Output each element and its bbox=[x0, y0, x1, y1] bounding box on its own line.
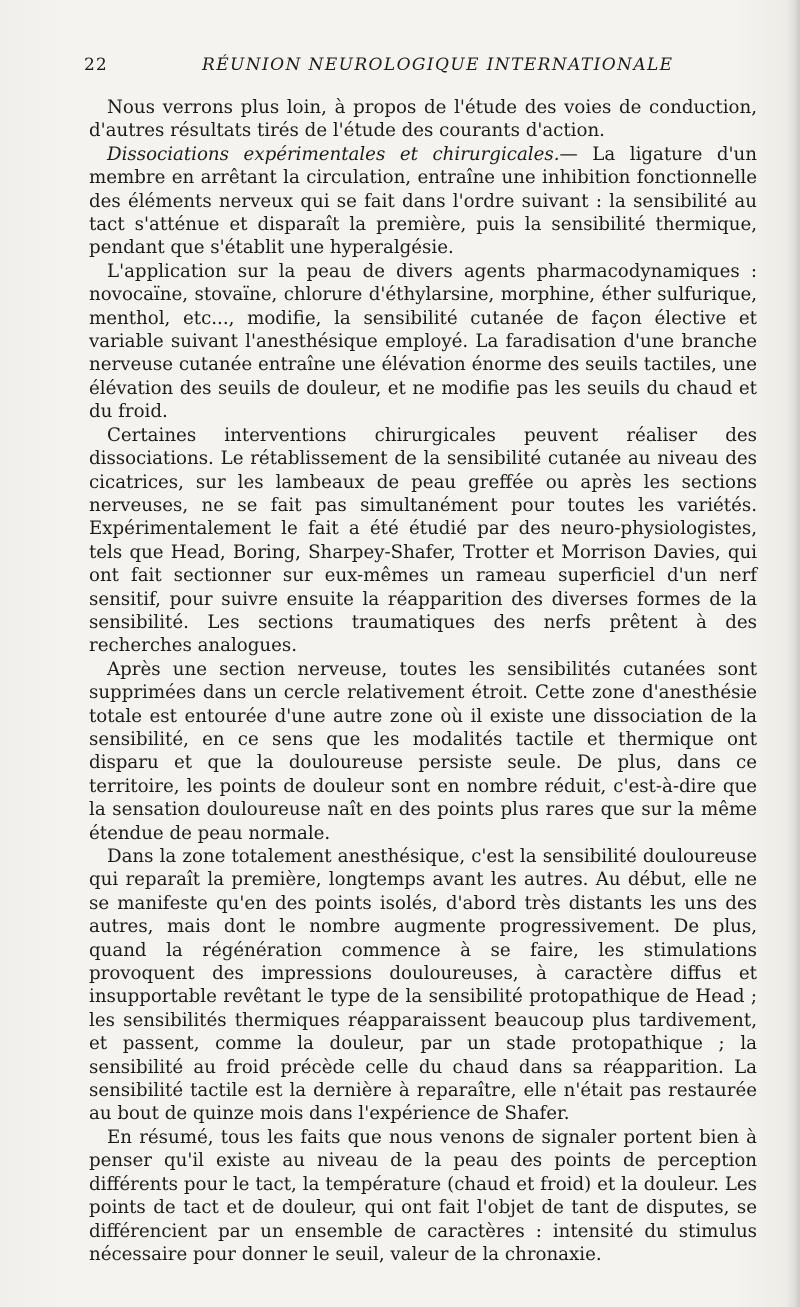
paragraph bbox=[89, 424, 757, 658]
paragraph-text: Dans la zone totalement anesthésique, c'est la sensibilité douloureuse qui reparaît la première, longtemps avant les autres. Au début, elle ne se manifeste qu'en des points isolés, d'abord très distants les uns des autres, mais dont le nombre augmente progressivement. De plus, quand la régénération commence à se faire, les stimulations provoquent des impressions douloureuses, à caractère diffus et insupportable revêtant le type de la sensibilité protopathique de Head ; les sensibilités thermiques réapparaissent beaucoup plus tardivement, et passent, comme la douleur, par un stade protopathique ; la sensibilité au froid précède celle du chaud dans sa réapparition. La sensibilité tactile est la dernière à reparaître, elle n'était pas restaurée au bout de quinze mois dans l'expérience de Shafer. bbox=[89, 846, 757, 1125]
paragraph bbox=[89, 658, 757, 845]
paragraph bbox=[89, 845, 757, 1126]
paragraph bbox=[89, 143, 757, 260]
paragraph-text: Nous verrons plus loin, à propos de l'étude des voies de conduction, d'autres résultats tirés de l'étude des courants d'action. bbox=[89, 97, 757, 142]
paragraph-text: — La ligature d'un membre en arrêtant la circulation, entraîne une inhibition fonctionnelle des éléments nerveux qui se fait dans l'ordre suivant : la sensibilité au tact s'atténue et disparaît la première, puis la sensibilité thermique, pendant que s'établit une hyperalgésie. bbox=[89, 143, 757, 259]
body-text bbox=[89, 96, 757, 1266]
paragraph bbox=[89, 260, 757, 424]
paragraph-text: En résumé, tous les faits que nous venons de signaler portent bien à penser qu'il existe au niveau de la peau des points de perception différents pour le tact, la température (chaud et froid) et la douleur. Les points de tact et de douleur, qui ont fait l'objet de tant de disputes, se différencient par un ensemble de caractères : intensité du stimulus nécessaire pour donner le seuil, valeur de la chronaxie. bbox=[89, 1126, 757, 1265]
section-heading: Dissociations expérimentales et chirurgicales. bbox=[107, 143, 560, 165]
paragraph bbox=[89, 96, 757, 143]
paragraph-text: Certaines interventions chirurgicales peuvent réaliser des dissociations. Le rétablissement de la sensibilité cutanée au niveau des cicatrices, sur les lambeaux de peau greffée ou après les sections nerveuses, ne se fait pas simultanément pour toutes les variétés. Expérimentalement le fait a été étudié par des neuro-physiologistes, tels que Head, Boring, Sharpey-Shafer, Trotter et Morrison Davies, qui ont fait sectionner sur eux-mêmes un rameau superficiel d'un nerf sensitif, pour suivre ensuite la réapparition des diverses formes de la sensibilité. Les sections traumatiques des nerfs prêtent à des recherches analogues. bbox=[89, 424, 757, 657]
running-header bbox=[84, 55, 756, 81]
page-edge-shadow bbox=[786, 0, 800, 1307]
paragraph bbox=[89, 1126, 757, 1266]
paragraph-text: Après une section nerveuse, toutes les sensibilités cutanées sont supprimées dans un cercle relativement étroit. Cette zone d'anesthésie totale est entourée d'une autre zone où il existe une dissociation de la sensibilité, en ce sens que les modalités tactile et thermique ont disparu et que la douloureuse persiste seule. De plus, dans ce territoire, les points de douleur sont en nombre réduit, c'est-à-dire que la sensation douloureuse naît en des points plus rares que sur la même étendue de peau normale. bbox=[89, 658, 757, 844]
running-title: RÉUNION NEUROLOGIQUE INTERNATIONALE bbox=[202, 55, 674, 75]
paragraph-text: L'application sur la peau de divers agents pharmacodynamiques : novocaïne, stovaïne, chlorure d'éthylarsine, morphine, éther sulfurique, menthol, etc..., modifie, la sensibilité cutanée de façon élective et variable suivant l'anesthésique employé. La faradisation d'une branche nerveuse cutanée entraîne une élévation énorme des seuils tactiles, une élévation des seuils de douleur, et ne modifie pas les seuils du chaud et du froid. bbox=[89, 260, 757, 423]
page-number: 22 bbox=[84, 55, 108, 75]
